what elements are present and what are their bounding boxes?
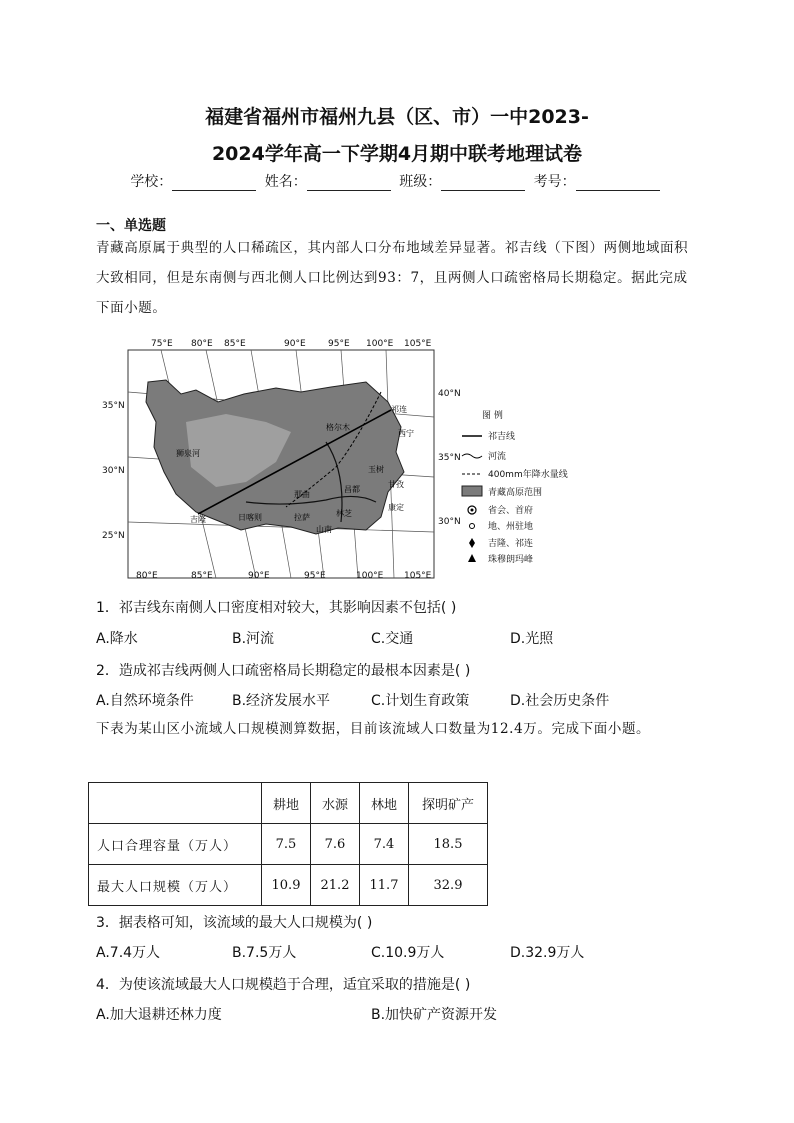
q3-option-d[interactable]: D.32.9万人 [510, 945, 585, 961]
table-cell: 10.9 [262, 865, 311, 906]
name-label: 姓名： [264, 174, 307, 190]
q4-stem: 4．为使该流域最大人口规模趋于合理，适宜采取的措施是( ) [96, 977, 471, 993]
table-row [89, 865, 488, 906]
q1-option-d[interactable]: D.光照 [510, 631, 554, 647]
qinghai-tibet-map [102, 332, 461, 581]
legend-prefecture: 地、州驻地 [488, 522, 534, 532]
legend-title: 图 例 [482, 411, 503, 421]
q1-option-c[interactable]: C.交通 [371, 631, 414, 647]
student-info-row [0, 171, 794, 191]
place-shannan: 山南 [316, 525, 332, 534]
table-row-label: 人口合理容量（万人） [89, 824, 262, 865]
legend-town: 吉隆、祁连 [488, 539, 534, 549]
exam-no-label: 考号： [533, 174, 576, 190]
table-header-cell: 林地 [360, 783, 409, 824]
place-golmud: 格尔木 [326, 423, 350, 432]
tick-top-105: 105°E [404, 339, 432, 349]
q2-stem: 2．造成祁吉线两侧人口疏密格局长期稳定的最根本因素是( ) [96, 663, 471, 679]
q4-option-a[interactable]: A.加大退耕还林力度 [96, 1007, 222, 1023]
class-blank[interactable] [441, 176, 525, 191]
place-qilian: 祁连 [391, 405, 407, 414]
q1-option-b[interactable]: B.河流 [232, 631, 275, 647]
class-label: 班级： [399, 174, 442, 190]
q3-option-a[interactable]: A.7.4万人 [96, 945, 161, 961]
tick-left-25: 25°N [102, 531, 125, 541]
tick-right-40: 40°N [438, 389, 461, 399]
legend-qiji: 祁吉线 [488, 432, 516, 442]
legend-river-symbol [462, 454, 482, 458]
tick-right-30: 30°N [438, 517, 461, 527]
school-label: 学校： [130, 174, 173, 190]
section-heading: 一、单选题 [96, 218, 166, 234]
exam-title-line1: 福建省福州市福州九县（区、市）一中2023- [205, 106, 589, 128]
tick-top-90: 90°E [284, 339, 306, 349]
table-cell: 21.2 [311, 865, 360, 906]
school-blank[interactable] [172, 176, 256, 191]
table-cell: 7.5 [262, 824, 311, 865]
q2-option-c[interactable]: C.计划生育政策 [371, 693, 470, 709]
legend-plateau-symbol [462, 486, 482, 496]
q1-option-a[interactable]: A.降水 [96, 631, 138, 647]
table-cell: 32.9 [409, 865, 488, 906]
q3-option-b[interactable]: B.7.5万人 [232, 945, 297, 961]
tick-right-35: 35°N [438, 453, 461, 463]
tick-bottom-105: 105°E [404, 571, 432, 581]
table-header-cell: 水源 [311, 783, 360, 824]
population-table [88, 782, 488, 906]
place-xining: 西宁 [398, 429, 414, 438]
table-header-row [89, 783, 488, 824]
table-row-label: 最大人口规模（万人） [89, 865, 262, 906]
q2-option-a[interactable]: A.自然环境条件 [96, 693, 194, 709]
place-nyingchi: 林芝 [336, 509, 352, 518]
tick-bottom-90: 90°E [248, 571, 270, 581]
place-shigatse: 日喀则 [238, 513, 262, 522]
legend-prefecture-symbol [470, 524, 475, 529]
tick-top-100: 100°E [366, 339, 394, 349]
tick-top-95: 95°E [328, 339, 350, 349]
place-yushu: 玉树 [368, 465, 384, 474]
place-nagqu: 那曲 [294, 490, 310, 499]
table-header-cell [89, 783, 262, 824]
legend-plateau: 青藏高原范围 [488, 488, 543, 498]
tick-bottom-85: 85°E [191, 571, 213, 581]
place-kangding: 康定 [388, 503, 404, 512]
tick-bottom-95: 95°E [304, 571, 326, 581]
legend-peak: 珠穆朗玛峰 [488, 555, 534, 565]
tick-top-80: 80°E [191, 339, 213, 349]
legend-isohyet: 400mm年降水量线 [488, 470, 568, 480]
name-blank[interactable] [307, 176, 391, 191]
table-cell: 7.4 [360, 824, 409, 865]
q2-option-b[interactable]: B.经济发展水平 [232, 693, 331, 709]
tick-left-30: 30°N [102, 466, 125, 476]
q4-option-b[interactable]: B.加快矿产资源开发 [371, 1007, 498, 1023]
q3-option-c[interactable]: C.10.9万人 [371, 945, 445, 961]
exam-title-line2: 2024学年高一下学期4月期中联考地理试卷 [211, 143, 583, 165]
q3-stem: 3．据表格可知，该流域的最大人口规模为( ) [96, 915, 373, 931]
table-header-cell: 耕地 [262, 783, 311, 824]
legend-town-symbol [469, 538, 475, 548]
tick-bottom-80: 80°E [136, 571, 158, 581]
passage-2: 下表为某山区小流域人口规模测算数据，目前该流域人口数量为12.4万。完成下面小题。 [96, 721, 651, 737]
table-cell: 7.6 [311, 824, 360, 865]
place-jilong: 吉隆 [190, 515, 206, 524]
exam-no-blank[interactable] [576, 176, 660, 191]
map-legend [460, 408, 590, 568]
place-lhasa: 拉萨 [294, 513, 310, 522]
table-cell: 18.5 [409, 824, 488, 865]
legend-river: 河流 [488, 452, 507, 462]
tick-left-35: 35°N [102, 401, 125, 411]
q2-option-d[interactable]: D.社会历史条件 [510, 693, 610, 709]
tick-top-75: 75°E [151, 339, 173, 349]
legend-peak-symbol [468, 554, 476, 562]
place-garze: 甘孜 [388, 480, 404, 489]
q1-stem: 1．祁吉线东南侧人口密度相对较大，其影响因素不包括( ) [96, 600, 457, 616]
place-shiquanhe: 狮泉河 [176, 449, 200, 458]
table-row [89, 824, 488, 865]
passage-1: 青藏高原属于典型的人口稀疏区，其内部人口分布地域差异显著。祁吉线（下图）两侧地域面积大致相同，但是东南侧与西北侧人口比例达到93：7，且两侧人口疏密格局长期稳定。据此完成下面小题。 [96, 240, 689, 316]
legend-capital: 省会、首府 [488, 506, 534, 516]
table-cell: 11.7 [360, 865, 409, 906]
place-qamdo: 昌都 [344, 485, 360, 494]
tick-top-85: 85°E [224, 339, 246, 349]
table-header-cell: 探明矿产 [409, 783, 488, 824]
tick-bottom-100: 100°E [356, 571, 384, 581]
